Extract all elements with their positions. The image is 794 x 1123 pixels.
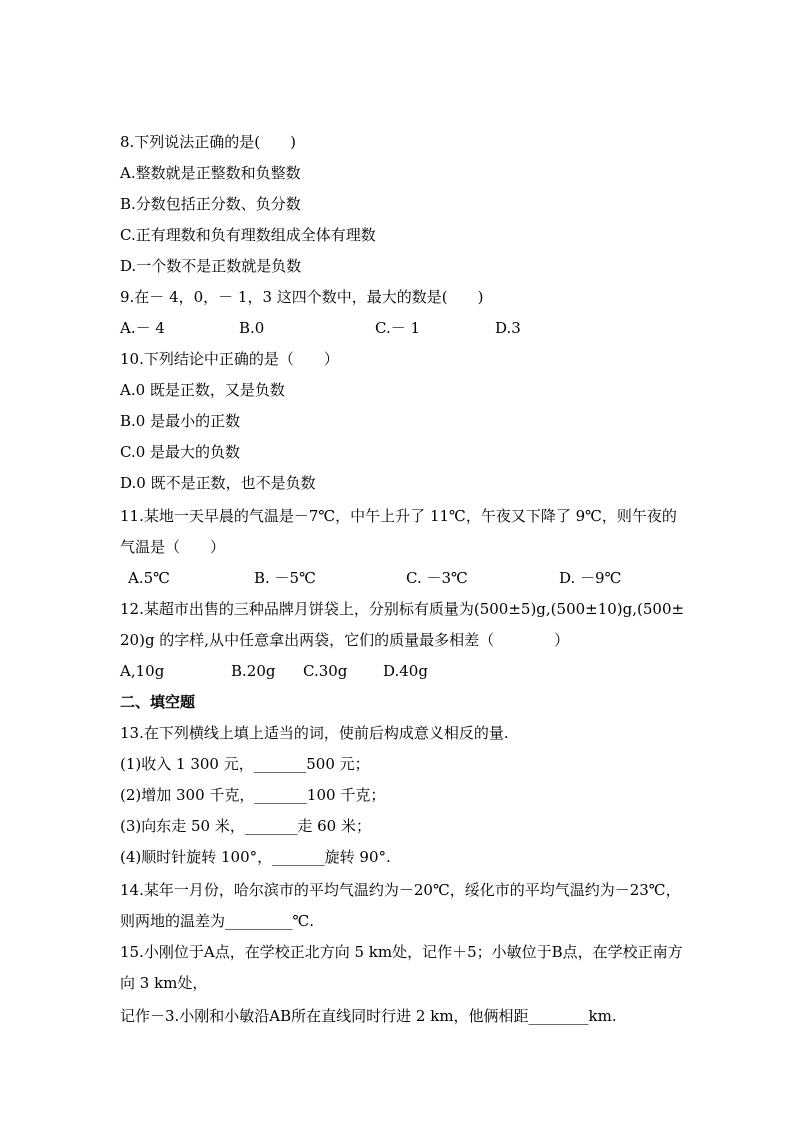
q13-part4: (4)顺时针旋转 100°，_______旋转 90°. (120, 848, 391, 866)
q12-option-c: C.30g (303, 662, 348, 680)
q15-stem-line2: 向 3 km处， (120, 974, 208, 992)
q12-stem-line2: 20)g 的字样,从中任意拿出两袋，它们的质量最多相差（ ） (120, 631, 570, 649)
q8-option-d: D.一个数不是正数就是负数 (120, 257, 302, 275)
q13-stem: 13.在下列横线上填上适当的词，使前后构成意义相反的量. (120, 724, 509, 742)
q12-option-d: D.40g (383, 662, 428, 680)
q8-option-a: A.整数就是正整数和负整数 (120, 164, 301, 182)
q10-option-a: A.0 既是正数，又是负数 (120, 381, 285, 399)
q13-part2: (2)增加 300 千克，_______100 千克； (120, 786, 386, 804)
q12-option-b: B.20g (231, 662, 276, 680)
q14-stem-line2: 则两地的温差为_________℃. (120, 912, 315, 930)
q11-stem-line1: 11.某地一天早晨的气温是－7℃，中午上升了 11℃，午夜又下降了 9℃，则午夜的 (120, 507, 677, 525)
q14-stem-line1: 14.某年一月份，哈尔滨市的平均气温约为－20℃，绥化市的平均气温约为－23℃， (120, 881, 681, 899)
q11-option-b: B. －5℃ (254, 569, 316, 587)
q10-stem: 10.下列结论中正确的是（ ） (120, 350, 339, 368)
q9-option-a: A.－ 4 (120, 319, 165, 337)
q11-option-d: D. －9℃ (559, 569, 622, 587)
q8-stem: 8.下列说法正确的是( ) (120, 133, 297, 151)
q15-stem-line3: 记作－3.小刚和小敏沿AB所在直线同时行进 2 km，他俩相距________km. (120, 1007, 617, 1025)
q8-option-b: B.分数包括正分数、负分数 (120, 195, 301, 213)
q15-stem-line1: 15.小刚位于A点，在学校正北方向 5 km处，记作＋5；小敏位于B点，在学校正南方 (120, 943, 683, 961)
q11-option-a: A.5℃ (128, 569, 170, 587)
q9-stem: 9.在－ 4，0，－ 1，3 这四个数中，最大的数是( ) (120, 288, 484, 306)
q9-option-b: B.0 (239, 319, 265, 337)
q10-option-c: C.0 是最大的负数 (120, 443, 241, 461)
q9-option-c: C.－ 1 (375, 319, 421, 337)
q13-part3: (3)向东走 50 米，_______走 60 米； (120, 817, 371, 835)
q9-option-d: D.3 (495, 319, 521, 337)
q12-stem-line1: 12.某超市出售的三种品牌月饼袋上，分别标有质量为(500±5)g,(500±10)g,(500± (120, 600, 685, 618)
q8-option-c: C.正有理数和负有理数组成全体有理数 (120, 226, 376, 244)
section-heading-fill-in: 二、填空题 (120, 693, 196, 711)
q10-option-d: D.0 既不是正数，也不是负数 (120, 474, 316, 492)
q12-option-a: A,10g (120, 662, 165, 680)
q11-option-c: C. －3℃ (406, 569, 468, 587)
q10-option-b: B.0 是最小的正数 (120, 412, 241, 430)
q13-part1: (1)收入 1 300 元，_______500 元； (120, 755, 370, 773)
q11-stem-line2: 气温是（ ） (120, 538, 226, 556)
